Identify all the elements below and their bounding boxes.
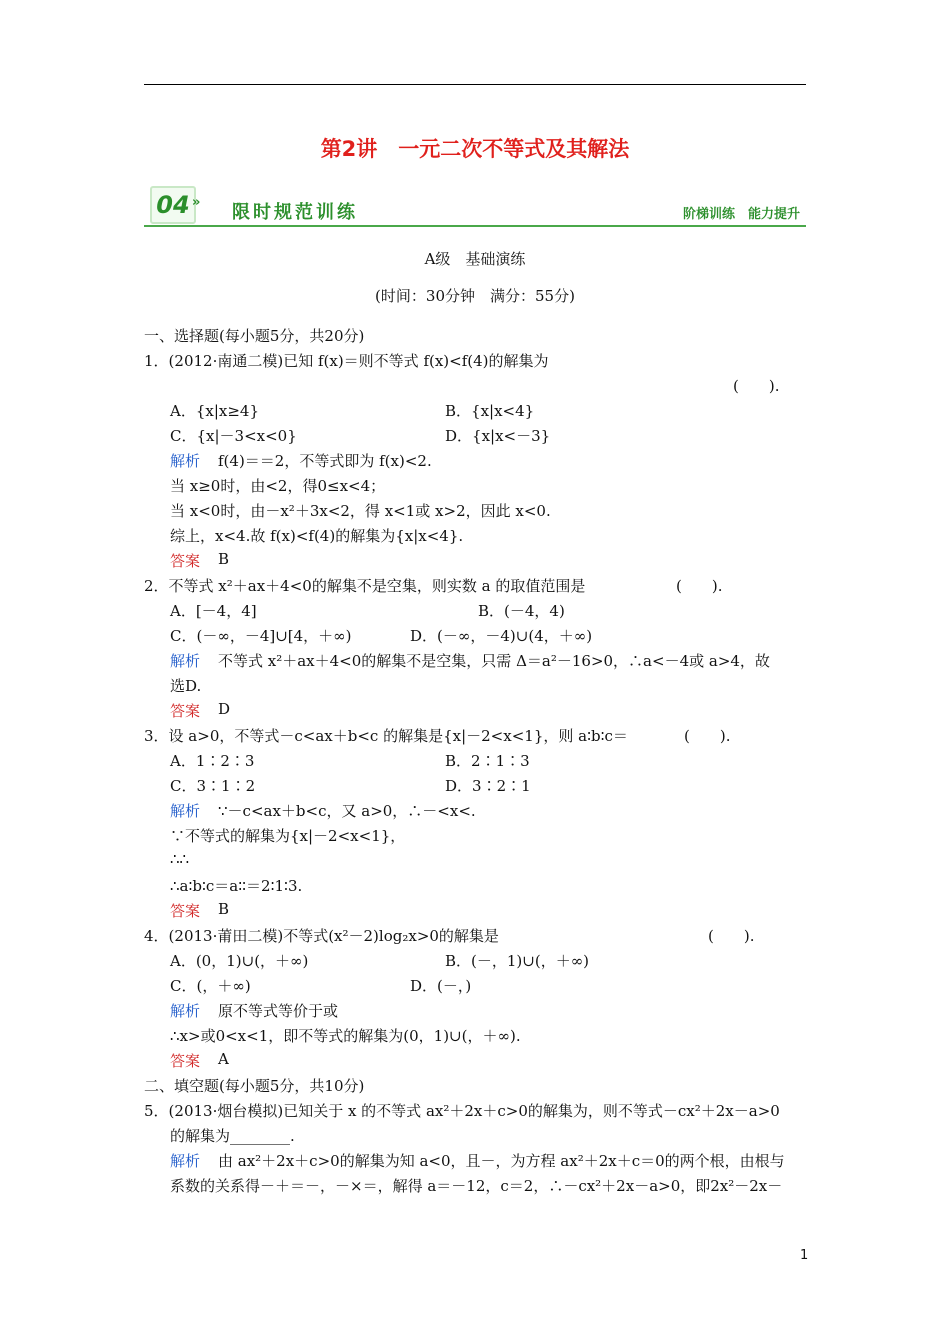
question-3: 3．设 a>0，不等式－c<ax＋b<c 的解集是{x|－2<x<1}，则 a∶b∶c＝: [144, 727, 628, 745]
analysis-text: 由 ax²＋2x＋c>0的解集为知 a<0，且－，为方程 ax²＋2x＋c＝0的两个根，由根与: [218, 1152, 785, 1170]
header-rule: [144, 84, 806, 85]
analysis-label: 解析: [170, 452, 201, 470]
option-c: C．3∶1∶2: [170, 777, 256, 795]
section-heading: 一、选择题(每小题5分，共20分): [144, 327, 365, 345]
answer-value: A: [218, 1050, 229, 1068]
section-banner: [144, 183, 806, 227]
answer-blank: ( ).: [676, 577, 723, 595]
analysis-text: 不等式 x²＋ax＋4<0的解集不是空集，只需 Δ＝a²－16>0，∴a<－4或 a>4，故: [218, 652, 770, 670]
analysis-text: 综上，x<4.故 f(x)<f(4)的解集为{x|x<4}.: [170, 527, 464, 545]
question-5-blank: 的解集为________.: [170, 1127, 295, 1145]
page-number: 1: [800, 1248, 809, 1263]
option-c: C．(－∞，－4]∪[4，＋∞): [170, 627, 352, 645]
analysis-text: ∴∴: [170, 850, 190, 868]
analysis-label: 解析: [170, 802, 201, 820]
analysis-label: 解析: [170, 1002, 201, 1020]
banner-arrows-icon: »: [192, 195, 201, 210]
option-d: D．(－∞，－4)∪(4，＋∞): [410, 627, 593, 645]
option-b: B．(－4，4): [478, 602, 565, 620]
analysis-text: ∵－c<ax＋b<c，又 a>0，∴－<x<.: [218, 802, 476, 820]
analysis-text: 当 x≥0时，由<2，得0≤x<4；: [170, 477, 386, 495]
option-a: A．1∶2∶3: [170, 752, 255, 770]
level-heading: A级 基础演练: [424, 250, 526, 268]
question-4: 4．(2013·莆田二模)不等式(x²－2)log₂x>0的解集是: [144, 927, 499, 945]
question-1: 1．(2012·南通二模)已知 f(x)＝则不等式 f(x)<f(4)的解集为: [144, 352, 549, 370]
option-a: A．(0，1)∪(，＋∞): [170, 952, 309, 970]
analysis-text: ∴a∶b∶c＝a∶∶＝2∶1∶3.: [170, 877, 303, 895]
question-2: 2．不等式 x²＋ax＋4<0的解集不是空集，则实数 a 的取值范围是: [144, 577, 586, 595]
option-b: B．{x|x<4}: [445, 402, 535, 420]
question-5: 5．(2013·烟台模拟)已知关于 x 的不等式 ax²＋2x＋c>0的解集为，则不等式－cx²＋2x－a>0: [144, 1102, 780, 1120]
option-b: B．(－，1)∪(，＋∞): [445, 952, 590, 970]
answer-label: 答案: [170, 902, 201, 920]
option-c: C．{x|－3<x<0}: [170, 427, 297, 445]
option-a: A．{x|x≥4}: [170, 402, 260, 420]
analysis-label: 解析: [170, 1152, 201, 1170]
answer-value: B: [218, 550, 230, 568]
answer-blank: ( ).: [684, 727, 731, 745]
answer-value: B: [218, 900, 230, 918]
analysis-text: 选D.: [170, 677, 202, 695]
section-heading: 二、填空题(每小题5分，共10分): [144, 1077, 365, 1095]
analysis-text: ∵不等式的解集为{x|－2<x<1}，: [170, 827, 406, 845]
option-a: A．[－4，4]: [170, 602, 257, 620]
answer-label: 答案: [170, 552, 201, 570]
time-info: (时间：30分钟 满分：55分): [375, 287, 575, 305]
answer-value: D: [218, 700, 231, 718]
analysis-label: 解析: [170, 652, 201, 670]
option-b: B．2∶1∶3: [445, 752, 530, 770]
analysis-text: 当 x<0时，由－x²＋3x<2，得 x<1或 x>2，因此 x<0.: [170, 502, 551, 520]
banner-subtitle: 阶梯训练 能力提升: [682, 207, 800, 222]
option-d: D．3∶2∶1: [445, 777, 531, 795]
analysis-text: 原不等式等价于或: [218, 1002, 339, 1020]
answer-blank: ( ).: [733, 377, 780, 395]
analysis-text: f(4)＝＝2，不等式即为 f(x)<2.: [218, 452, 432, 470]
option-d: D．{x|x<－3}: [445, 427, 551, 445]
answer-label: 答案: [170, 1052, 201, 1070]
answer-label: 答案: [170, 702, 201, 720]
banner-label: 限时规范训练: [232, 202, 358, 223]
analysis-text: ∴x>或0<x<1，即不等式的解集为(0，1)∪(，＋∞).: [170, 1027, 521, 1045]
banner-number: 04: [150, 186, 196, 224]
page-title: 第2讲 一元二次不等式及其解法: [320, 137, 630, 161]
analysis-text: 系数的关系得－＋＝－，－×＝，解得 a＝－12，c＝2，∴－cx²＋2x－a>0，即2x²－2x－: [170, 1177, 783, 1195]
option-c: C．(，＋∞): [170, 977, 251, 995]
option-d: D．(－，): [410, 977, 472, 995]
answer-blank: ( ).: [708, 927, 755, 945]
